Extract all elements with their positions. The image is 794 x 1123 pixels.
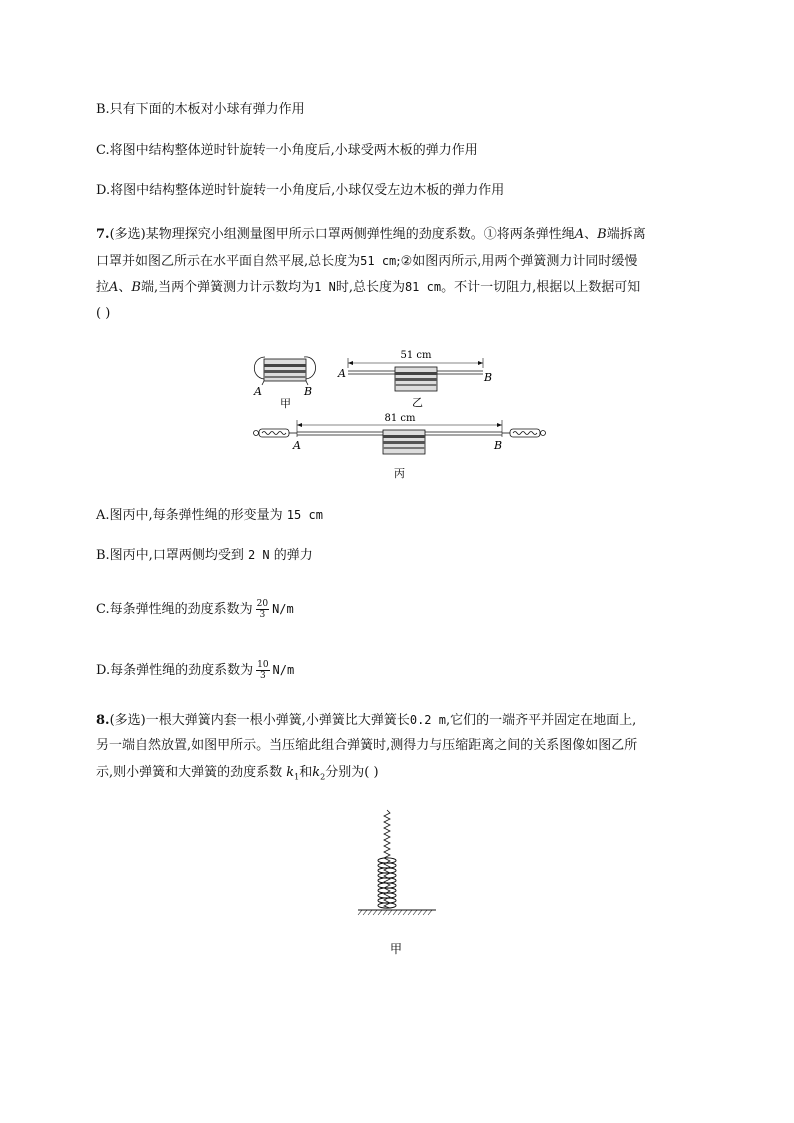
q7-number: 7. <box>96 227 110 242</box>
q8-number: 8. <box>96 713 110 728</box>
fig-label-jia-q8: 甲 <box>390 942 403 956</box>
hatch-mark <box>423 910 427 915</box>
q7-figure <box>240 345 560 485</box>
q7-option-b: B.图丙中,口罩两侧均受到 2 N 的弹力 <box>96 548 313 563</box>
hatch-mark <box>368 910 372 915</box>
q7-option-a: A.图丙中,每条弹性绳的形变量为 15 cm <box>96 508 323 523</box>
bing-label-b: B <box>494 439 503 452</box>
dim-51cm: 51 cm <box>400 350 432 361</box>
mask-figure-yi <box>337 350 492 409</box>
q8-stem-line-2: 另一端自然放置,如图甲所示。当压缩此组合弹簧时,测得力与压缩距离之间的关系图像如图乙所 <box>96 738 638 753</box>
mask-figure-bing <box>254 413 546 480</box>
q8-spring-figure <box>350 805 450 965</box>
yi-label-a: A <box>338 367 346 380</box>
hatch-mark <box>398 910 402 915</box>
hatch-mark <box>388 910 392 915</box>
q7-stem-line-2: 口罩并如图乙所示在水平面自然平展,总长度为51 cm;②如图丙所示,用两个弹簧测力计同时缓慢 <box>96 254 638 269</box>
hatch-mark <box>363 910 367 915</box>
ground-hatch <box>358 910 432 915</box>
jia-label-b: B <box>304 385 313 398</box>
hatch-mark <box>373 910 377 915</box>
hatch-mark <box>428 910 432 915</box>
hatch-mark <box>383 910 387 915</box>
hatch-mark <box>358 910 362 915</box>
hatch-mark <box>393 910 397 915</box>
hatch-mark <box>403 910 407 915</box>
fig-label-yi: 乙 <box>412 396 423 409</box>
hatch-mark <box>418 910 422 915</box>
fig-label-jia: 甲 <box>280 397 291 410</box>
fraction-20-3: $\frac{20}{3}$ <box>256 599 269 620</box>
right-spring-scale <box>502 429 546 437</box>
q6-option-c: C.将图中结构整体逆时针旋转一小角度后,小球受两木板的弹力作用 <box>96 143 478 158</box>
q7-answer-paren: ( ) <box>96 306 111 321</box>
q6-option-b: B.只有下面的木板对小球有弹力作用 <box>96 102 305 117</box>
bing-label-a: A <box>293 439 301 452</box>
fraction-10-3: $\frac{10}{3}$ <box>257 660 269 681</box>
q8-stem-line-3: 示,则小弹簧和大弹簧的劲度系数 $k_1$和$k_2$分别为( ) <box>96 765 379 782</box>
hatch-mark <box>408 910 412 915</box>
yi-label-b: B <box>484 371 493 384</box>
left-spring-scale <box>254 429 298 437</box>
fig-label-bing: 丙 <box>394 467 405 480</box>
hatch-mark <box>413 910 417 915</box>
q8-stem-line-1: 8.(多选)一根大弹簧内套一根小弹簧,小弹簧比大弹簧长0.2 m,它们的一端齐平并固定在地面上, <box>96 713 637 728</box>
jia-label-a: A <box>254 385 262 398</box>
q7-stem-line-3: 拉A、B端,当两个弹簧测力计示数均为1 N时,总长度为81 cm。不计一切阻力,根据以上数据可知 <box>96 280 641 295</box>
q7-option-d: D.每条弹性绳的劲度系数为 $\frac{10}{3}$ N/m <box>96 660 295 681</box>
mask-figure-jia <box>253 357 316 410</box>
dim-81cm: 81 cm <box>384 413 416 424</box>
q6-option-d: D.将图中结构整体逆时针旋转一小角度后,小球仅受左边木板的弹力作用 <box>96 183 505 198</box>
q7-option-c: C.每条弹性绳的劲度系数为 $\frac{20}{3}$ N/m <box>96 599 294 620</box>
q7-stem-line-1: 7.(多选)某物理探究小组测量图甲所示口罩两侧弹性绳的劲度系数。①将两条弹性绳A、B端拆离 <box>96 227 646 242</box>
hatch-mark <box>378 910 382 915</box>
